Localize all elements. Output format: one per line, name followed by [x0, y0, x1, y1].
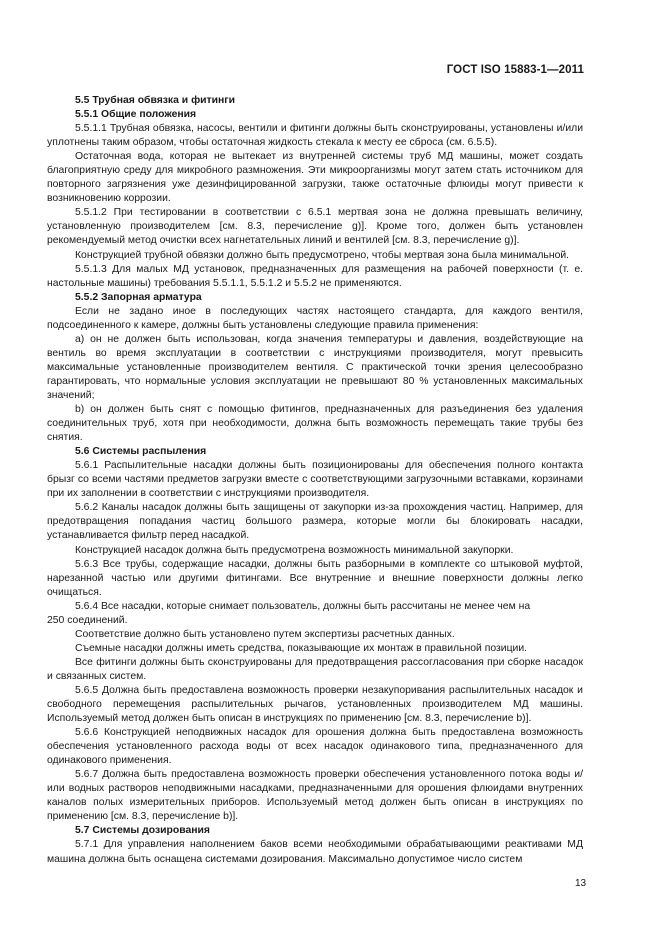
standard-header: ГОСТ ISO 15883-1—2011	[446, 64, 584, 76]
subsection-heading-5-5-1: 5.5.1 Общие положения	[75, 109, 197, 121]
paragraph: 5.5.1.2 При тестировании в соответствии с 6.5.1 мертвая зона не должна превышать величину, установленную производителем [см. 8.3, перечисление g)]. Кроме того, должен быть установлен рекомендуемый метод очистки всех нагнетательных линий и вентилей [см. 8.3, перечисление g)].	[47, 207, 583, 247]
paragraph: 5.6.3 Все трубы, содержащие насадки, должны быть разборными в комплекте со штыковой муфтой, нарезанной частью или другими фитингами. Все внутренние и внешние поверхности должны легко очищаться.	[47, 558, 583, 598]
paragraph: 5.5.1.3 Для малых МД установок, предназначенных для размещения на рабочей поверхности (т. е. настольные машины) требования 5.5.1.1, 5.5.1.2 и 5.5.2 не применяются.	[47, 263, 583, 289]
subsection-heading-5-5-2: 5.5.2 Запорная арматура	[75, 291, 202, 303]
page-number: 13	[575, 878, 587, 889]
paragraph: Конструкцией насадок должна быть предусмотрена возможность минимальной закупорки.	[75, 544, 514, 556]
paragraph: Если не задано иное в последующих частях настоящего стандарта, для каждого вентиля, подсоединенного к камере, должны быть установлены следующие правила применения:	[47, 305, 583, 331]
paragraph: 5.7.1 Для управления наполнением баков всеми необходимыми обрабатывающими реактивами МД машина должна быть оснащена системами дозирования. Максимально допустимое число систем	[47, 839, 583, 865]
paragraph: 5.6.5 Должна быть предоставлена возможность проверки незакупоривания распылительных насадок и свободного перемещения распылительных рычагов, установленных производителем МД машины. Используемый метод должен быть описан в инструкциях по применению [см. 8.3, перечисление b)].	[47, 684, 583, 725]
paragraph: 5.6.2 Каналы насадок должны быть защищены от закупорки из-за прохождения частиц. Например, для предотвращения попадания частиц большого размера, которые могли бы блокировать насадки, устанавливается фильтр перед насадкой.	[47, 502, 583, 542]
section-heading-5-5: 5.5 Трубная обвязка и фитинги	[75, 95, 236, 106]
paragraph: Съемные насадки должны иметь средства, показывающие их монтаж в правильной позиции.	[75, 642, 528, 654]
paragraph: 5.6.7 Должна быть предоставлена возможность проверки обеспечения установленного потока воды и/или водных растворов неподвижными насадками, предназначенными для орошения флюидами внутренних каналов полых измерительных приборов. Используемый метод должен быть описан в инструкциях по применению [см. 8.3, перечисление b)].	[47, 769, 583, 823]
paragraph: Конструкцией трубной обвязки должно быть предусмотрено, чтобы мертвая зона была минимальной.	[75, 249, 570, 261]
section-heading-5-6: 5.6 Системы распыления	[75, 446, 207, 458]
paragraph: Соответствие должно быть установлено путем экспертизы расчетных данных.	[75, 628, 455, 640]
list-item: b) он должен быть снят с помощью фитингов, предназначенных для разъединения без удаления соединительных труб, хотя при необходимости, должна быть возможность перемещать такие трубы без снятия.	[47, 404, 583, 444]
section-heading-5-7: 5.7 Системы дозирования	[75, 825, 210, 837]
document-body	[47, 94, 583, 867]
paragraph: Остаточная вода, которая не вытекает из внутренней системы труб МД машины, может создать благоприятную среду для микробного размножения. Эти микроорганизмы могут затем стать источником для повторного загрязнения уже дезинфицированной загрузки, также остаточные флюиды могут привести к возникновению коррозии.	[47, 151, 583, 205]
paragraph: 5.6.4 Все насадки, которые снимает пользователь, должны быть рассчитаны не менее чем на	[75, 600, 531, 612]
paragraph: 5.6.6 Конструкцией неподвижных насадок для орошения должна быть предоставлена возможность обеспечения установленного расхода воды от всех насадок одинакового типа, предназначенного для одинакового применения.	[47, 727, 583, 767]
paragraph: 5.5.1.1 Трубная обвязка, насосы, вентили и фитинги должны быть сконструированы, установлены и/или уплотнены таким образом, чтобы остаточная жидкость стекала к месту ее сброса (см. 6.5.5).	[47, 123, 583, 149]
list-item: a) он не должен быть использован, когда значения температуры и давления, воздействующие на вентиль во время эксплуатации в соответствии с инструкциями производителя, могут превысить максимальные установленные производителем вентиля. С практической точки зрения целесообразно гарантировать, что нормальные условия эксплуатации не превышают 80 % установленных максимальных значений;	[47, 333, 583, 401]
paragraph: 5.6.1 Распылительные насадки должны быть позиционированы для обеспечения полного контакта брызг со всеми частями предметов загрузки вместе с соответствующими загрузочными вставками, корзинами при их заполнении в соответствии с инструкциями производителя.	[47, 460, 583, 500]
paragraph-continuation: 250 соединений.	[47, 614, 128, 626]
paragraph: Все фитинги должны быть сконструированы для предотвращения рассогласования при сборке насадок и связанных систем.	[47, 656, 583, 682]
